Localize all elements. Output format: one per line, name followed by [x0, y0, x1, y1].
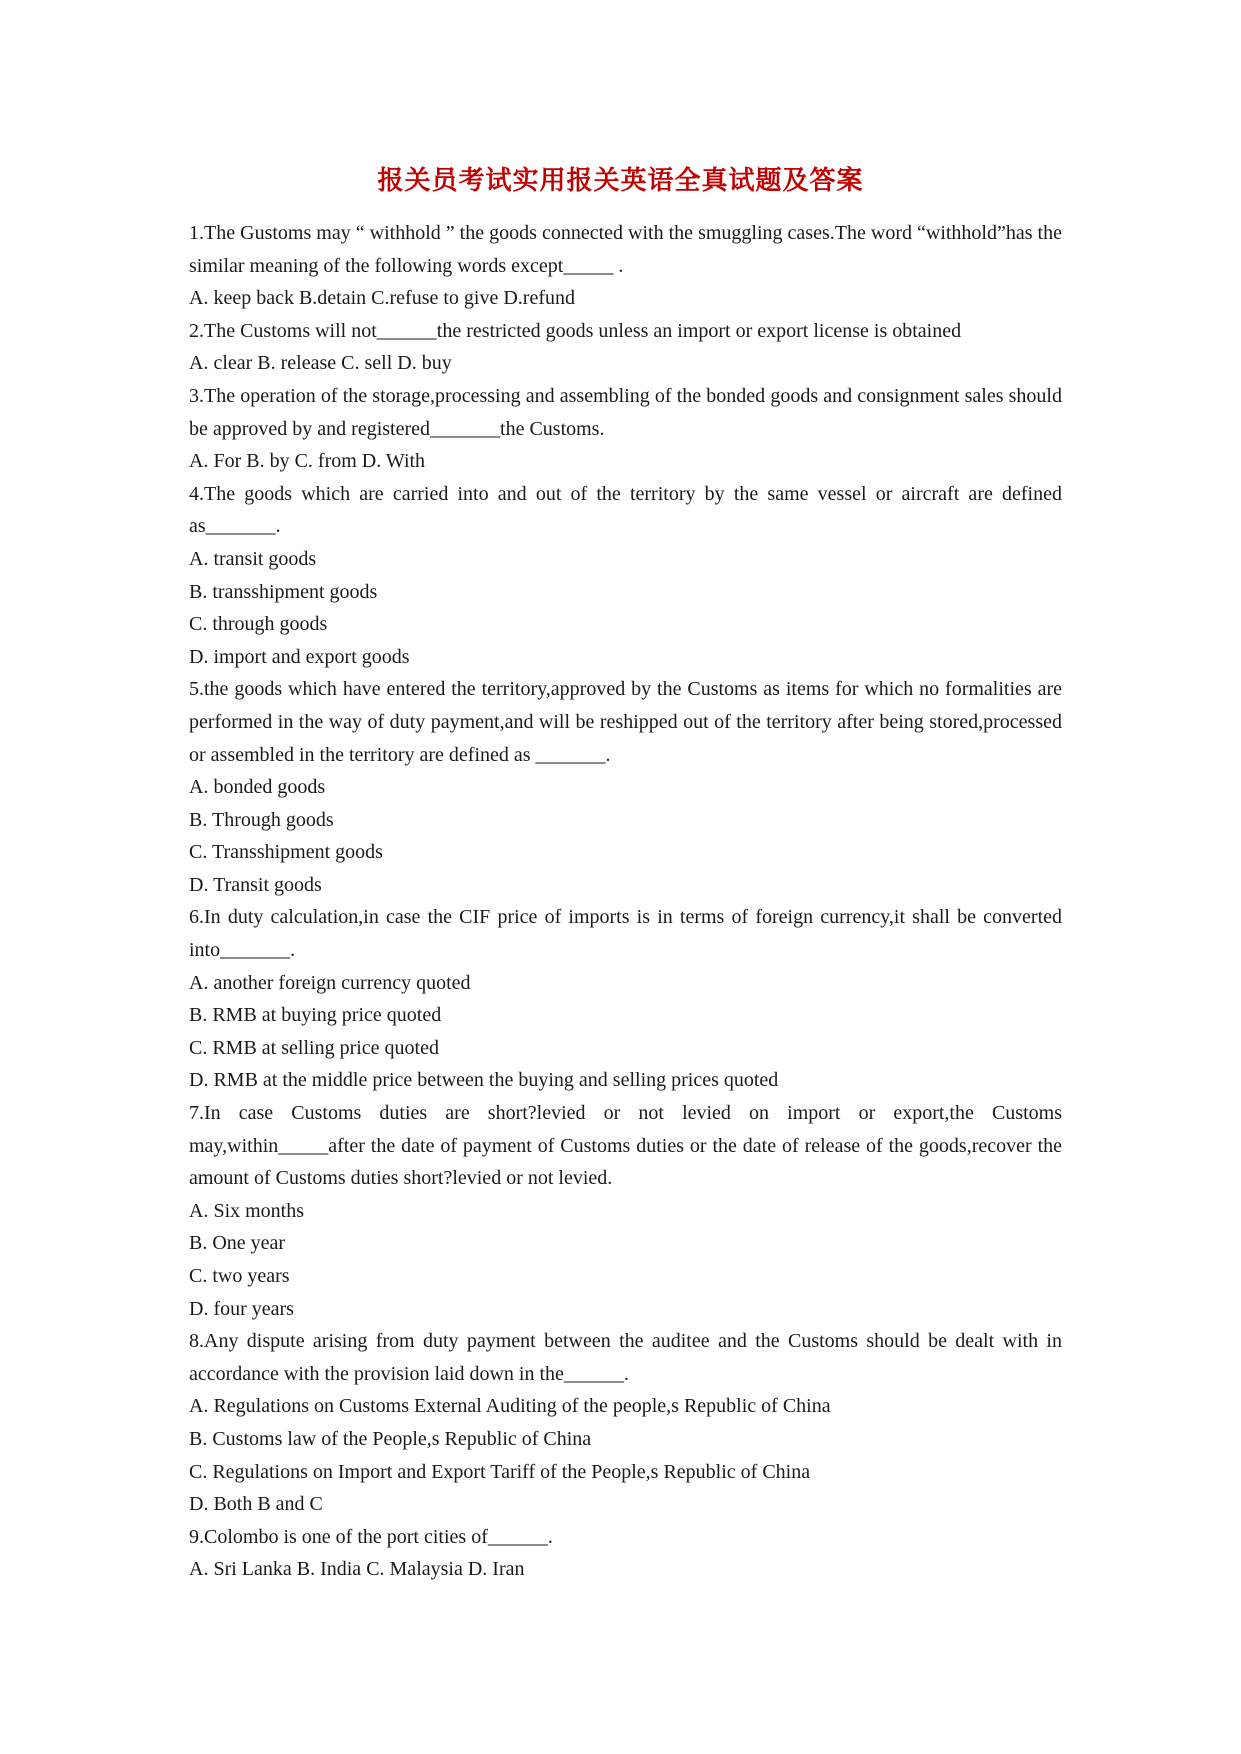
answer-option: A. Six months — [189, 1199, 305, 1222]
answer-option: B. Through goods — [189, 808, 334, 831]
answer-option: D. Both B and C — [189, 1493, 323, 1516]
answer-option: A. another foreign currency quoted — [189, 971, 471, 994]
question-stem: 5.the goods which have entered the territory,approved by the Customs as items for which no formalities are performed in the way of duty payment,and will be reshipped out of the territory after being stored,processed or assembled in the territory are defined as _______. — [189, 678, 1062, 766]
question-stem: 3.The operation of the storage,processing and assembling of the bonded goods and consignment sales should be approved by and registered_______the Customs. — [189, 384, 1062, 440]
question-stem: 9.Colombo is one of the port cities of______. — [189, 1525, 553, 1548]
question-stem: 4.The goods which are carried into and out of the territory by the same vessel or aircraft are defined as_______. — [189, 482, 1062, 538]
answer-option: A. For B. by C. from D. With — [189, 450, 426, 473]
answer-option: A. Sri Lanka B. India C. Malaysia D. Iran — [189, 1558, 525, 1581]
answer-option: B. transshipment goods — [189, 580, 378, 603]
question-stem: 1.The Gustoms may “ withhold ” the goods connected with the smuggling cases.The word “withhold”has the similar meaning of the following words except_____ . — [189, 222, 1062, 277]
answer-option: C. Transshipment goods — [189, 841, 383, 864]
answer-option: C. Regulations on Import and Export Tariff of the People,s Republic of China — [189, 1460, 811, 1483]
answer-option: B. One year — [189, 1232, 286, 1255]
answer-option: B. RMB at buying price quoted — [189, 1004, 442, 1027]
answer-option: C. RMB at selling price quoted — [189, 1036, 439, 1059]
answer-option: C. through goods — [189, 613, 328, 636]
answer-option: A. keep back B.detain C.refuse to give D.refund — [189, 287, 575, 310]
answer-option: A. bonded goods — [189, 776, 326, 799]
answer-option: D. four years — [189, 1297, 294, 1320]
answer-option: A. transit goods — [189, 547, 317, 570]
answer-option: D. Transit goods — [189, 873, 322, 896]
answer-option: B. Customs law of the People,s Republic of China — [189, 1427, 592, 1450]
question-stem: 7.In case Customs duties are short?levied or not levied on import or export,the Customs may,within_____after the date of payment of Customs duties or the date of release of the goods,recover the amount of Customs duties short?levied or not levied. — [189, 1102, 1062, 1190]
question-stem: 2.The Customs will not______the restricted goods unless an import or export license is obtained — [189, 319, 962, 342]
question-stem: 6.In duty calculation,in case the CIF price of imports is in terms of foreign currency,it shall be converted into_______. — [189, 906, 1062, 962]
question-stem: 8.Any dispute arising from duty payment between the auditee and the Customs should be dealt with in accordance with the provision laid down in the______. — [189, 1330, 1062, 1385]
question-list — [189, 217, 1062, 1586]
answer-option: A. Regulations on Customs External Auditing of the people,s Republic of China — [189, 1395, 831, 1418]
page-title: 报关员考试实用报关英语全真试题及答案 — [377, 166, 864, 196]
answer-option: D. RMB at the middle price between the buying and selling prices quoted — [189, 1069, 779, 1092]
answer-option: C. two years — [189, 1265, 290, 1287]
answer-option: D. import and export goods — [189, 645, 410, 668]
answer-option: A. clear B. release C. sell D. buy — [189, 352, 452, 375]
